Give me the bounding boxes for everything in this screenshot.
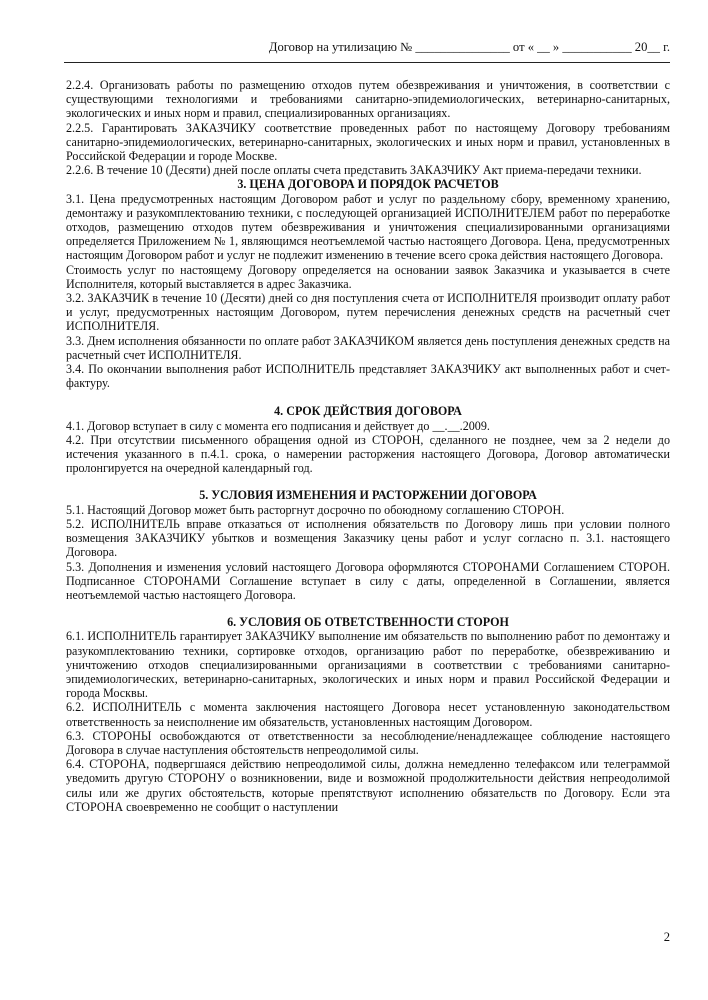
- clause-5-2: 5.2. ИСПОЛНИТЕЛЬ вправе отказаться от исполнения обязательств по Договору лишь при условии полного возмещения ЗАКАЗЧИКУ убытков и возмещения Заказчику цены работ и услуг согласно п. 3.1. настоящего Договора.: [66, 516, 670, 560]
- clause-3-4: 3.4. По окончании выполнения работ ИСПОЛНИТЕЛЬ представляет ЗАКАЗЧИКУ акт выполненных работ и счет-фактуру.: [66, 362, 670, 391]
- header-divider: [64, 62, 670, 63]
- clause-5-1: 5.1. Настоящий Договор может быть расторгнут досрочно по обоюдному соглашению СТОРОН.: [66, 502, 565, 517]
- clause-2-2-6: 2.2.6. В течение 10 (Десяти) дней после оплаты счета представить ЗАКАЗЧИКУ Акт приема-передачи техники.: [66, 163, 642, 178]
- clause-3-3: 3.3. Днем исполнения обязанности по оплате работ ЗАКАЗЧИКОМ является день поступления денежных средств на расчетный счет ИСПОЛНИТЕЛЯ.: [66, 333, 670, 362]
- clause-3-2: 3.2. ЗАКАЗЧИК в течение 10 (Десяти) дней со дня поступления счета от ИСПОЛНИТЕЛЯ производит оплату работ и услуг, предусмотренных настоящим Договором, путем перечисления денежных средств на расчетный счет ИСПОЛНИТЕЛЯ.: [66, 291, 670, 334]
- clause-6-3: 6.3. СТОРОНЫ освобождаются от ответственности за несоблюдение/ненадлежащее соблюдение настоящего Договора в случае наступления обстоятельств непреодолимой силы.: [66, 728, 670, 757]
- section-heading-3: 3. ЦЕНА ДОГОВОРА И ПОРЯДОК РАСЧЕТОВ: [237, 177, 499, 192]
- document-body: [66, 78, 670, 814]
- spacer: [66, 390, 670, 404]
- spacer: [66, 602, 670, 615]
- clause-5-3: 5.3. Дополнения и изменения условий настоящего Договора оформляются СТОРОНАМИ Соглашением СТОРОН. Подписанное СТОРОНАМИ Соглашение вступает в силу с даты, определенной в Соглашении, является неотъемлемой частью настоящего Договора.: [66, 559, 670, 602]
- clause-2-2-5: 2.2.5. Гарантировать ЗАКАЗЧИКУ соответствие проведенных работ по настоящему Договору требованиям санитарно-эпидемиологических, ветеринарно-санитарных, экологических и иных норм и правил, установленных в Российской Федерации и городе Москве.: [66, 120, 670, 164]
- clause-4-2: 4.2. При отсутствии письменного обращения одной из СТОРОН, сделанного не позднее, чем за 2 недели до истечения указанного в п.4.1. срока, о намерении расторжения настоящего Договора, Договор автоматически пролонгируется на очередной календарный год.: [66, 432, 670, 476]
- clause-3-1-cost: Стоимость услуг по настоящему Договору определяется на основании заявок Заказчика и указывается в счете Исполнителя, который выставляется в адрес Заказчика.: [66, 262, 670, 291]
- clause-6-4: 6.4. СТОРОНА, подвергшаяся действию непреодолимой силы, должна немедленно телефаксом или телеграммой уведомить другую СТОРОНУ о возникновении, виде и возможной продолжительности действия непреодолимой силы или же других обстоятельств, которые препятствуют исполнению обязательств по Договору. Если эта СТОРОНА своевременно не сообщит о наступлении: [66, 757, 670, 814]
- page-number: 2: [663, 930, 670, 944]
- spacer: [66, 475, 670, 488]
- section-heading-5: 5. УСЛОВИЯ ИЗМЕНЕНИЯ И РАСТОРЖЕНИИ ДОГОВОРА: [199, 488, 537, 503]
- clause-2-2-4: 2.2.4. Организовать работы по размещению отходов путем обезвреживания и уничтожения, в соответствии с существующими технологиями и требованиями санитарно-эпидемиологических, ветеринарно-санитарных, экологических и иных норм и правил, специализированных организациях.: [66, 78, 670, 121]
- clause-4-1: 4.1. Договор вступает в силу с момента его подписания и действует до __.__.2009.: [66, 418, 490, 433]
- page-header: Договор на утилизацию № _______________ от « __ » ___________ 20__ г.: [268, 40, 670, 54]
- section-heading-6: 6. УСЛОВИЯ ОБ ОТВЕТСТВЕННОСТИ СТОРОН: [227, 615, 509, 630]
- clause-3-1: 3.1. Цена предусмотренных настоящим Договором работ и услуг по раздельному сбору, временному хранению, демонтажу и разукомплектованию техники, с последующей организацией ИСПОЛНИТЕЛЕМ работ по переработке отходов, размещению отходов путем обезвреживания и уничтожения специализированными организациями определяется Приложением № 1, являющимся неотъемлемой частью настоящего Договора. Цена, предусмотренных настоящим Договором работ и услуг не подлежит изменению в течение всего срока действия настоящего Договора.: [66, 191, 670, 263]
- clause-6-2: 6.2. ИСПОЛНИТЕЛЬ с момента заключения настоящего Договора несет установленную законодательством ответственность за неисполнение им обязательств, установленных настоящим Договором.: [66, 700, 670, 729]
- clause-6-1: 6.1. ИСПОЛНИТЕЛЬ гарантирует ЗАКАЗЧИКУ выполнение им обязательств по выполнению работ по демонтажу и разукомплектованию техники, сортировке отходов, организацию работ по переработке, обезвреживанию и уничтожению отходов специализированными организациями в соответствии с требованиями санитарно-эпидемиологических, ветеринарно-санитарных, экологических и иных норм и правил Российской Федерации и города Москвы.: [66, 629, 670, 701]
- section-heading-4: 4. СРОК ДЕЙСТВИЯ ДОГОВОРА: [274, 404, 462, 419]
